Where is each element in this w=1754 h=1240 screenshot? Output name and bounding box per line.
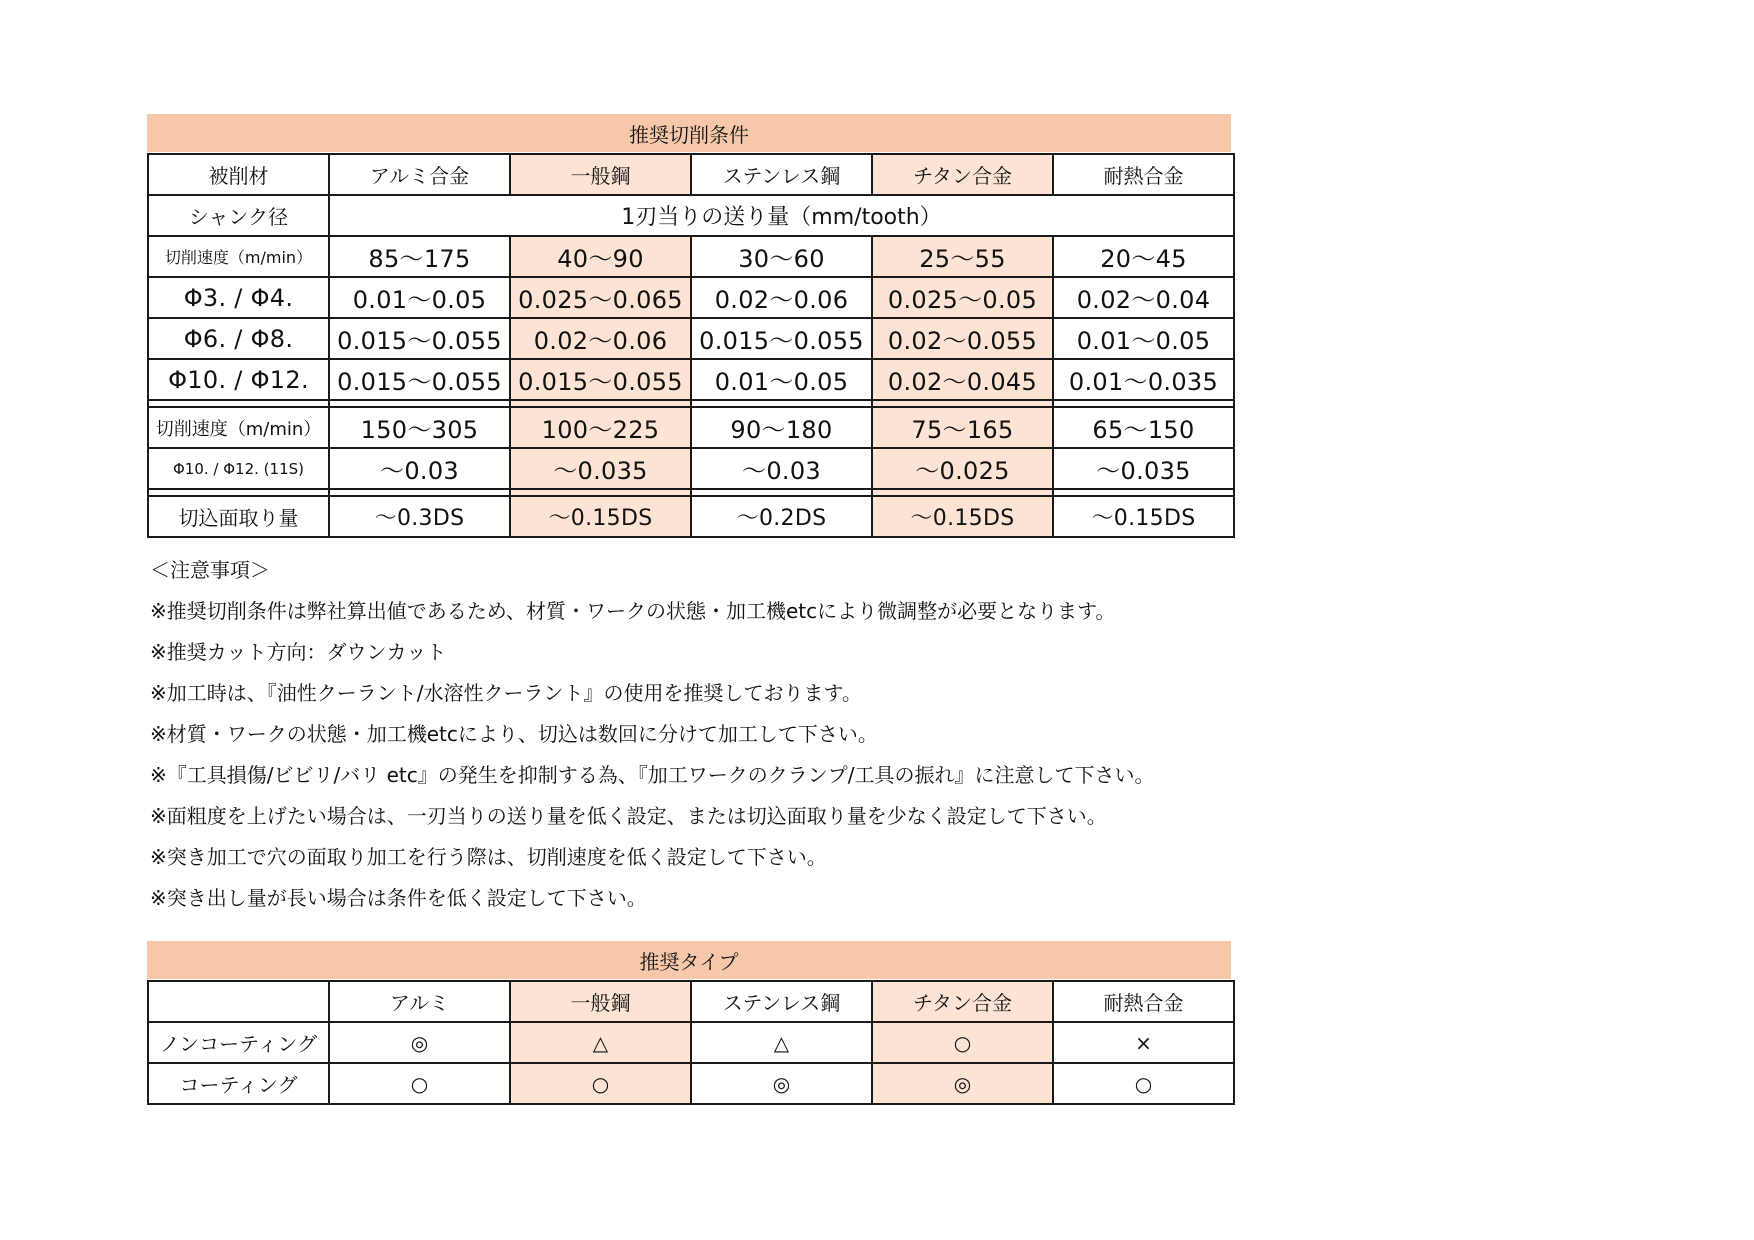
- table-separator: [148, 400, 1234, 407]
- header-cell-titanium: チタン合金: [872, 981, 1053, 1022]
- speed-value: 85～175: [329, 236, 510, 277]
- separator-cell: [1053, 400, 1234, 407]
- separator-cell: [329, 489, 510, 496]
- speed-value: 65～150: [1053, 407, 1234, 448]
- feed-value: 0.02～0.04: [1053, 277, 1234, 318]
- notes-heading: ＜注意事項＞: [150, 558, 270, 582]
- chamfer-row: [148, 496, 1234, 537]
- separator-cell: [872, 489, 1053, 496]
- separator-cell: [510, 400, 691, 407]
- rating-symbol: ○: [1053, 1063, 1234, 1104]
- speed-value: 75～165: [872, 407, 1053, 448]
- feed-value: 0.025～0.05: [872, 277, 1053, 318]
- rating-symbol: ◎: [329, 1022, 510, 1063]
- header-cell-stainless: ステンレス鋼: [691, 981, 872, 1022]
- header-cell-aluminum: アルミ合金: [329, 154, 510, 195]
- separator-cell: [872, 400, 1053, 407]
- coating-row: [148, 1063, 1234, 1104]
- cutting-speed-label: 切削速度（m/min）: [148, 407, 329, 448]
- feed-value: 0.02～0.06: [510, 318, 691, 359]
- speed-value: 40～90: [510, 236, 691, 277]
- rating-symbol: △: [691, 1022, 872, 1063]
- header-cell-steel: 一般鋼: [510, 154, 691, 195]
- feed-value: 0.015～0.055: [510, 359, 691, 400]
- cutting-conditions-title: 推奨切削条件: [147, 114, 1231, 152]
- shank-diameter-label: Φ6. / Φ8.: [148, 318, 329, 359]
- separator-cell: [510, 489, 691, 496]
- speed-value: 100～225: [510, 407, 691, 448]
- note-item: ※加工時は、『油性クーラント/水溶性クーラント』の使用を推奨しております。: [150, 681, 862, 705]
- header-cell-heat-resistant: 耐熱合金: [1053, 154, 1234, 195]
- feed-value: 0.02～0.045: [872, 359, 1053, 400]
- chamfer-value: ～0.15DS: [1053, 496, 1234, 537]
- note-item: ※『工具損傷/ビビリ/バリ etc』の発生を抑制する為、『加工ワークのクランプ/工具の振れ』に注意して下さい。: [150, 763, 1155, 787]
- rating-symbol: △: [510, 1022, 691, 1063]
- speed-value: 30～60: [691, 236, 872, 277]
- feed-row-11s: [148, 448, 1234, 489]
- rating-symbol: ◎: [691, 1063, 872, 1104]
- header-cell-heat-resistant: 耐熱合金: [1053, 981, 1234, 1022]
- feed-row-d10-d12: [148, 359, 1234, 400]
- speed-value: 20～45: [1053, 236, 1234, 277]
- feed-value: ～0.03: [691, 448, 872, 489]
- separator-cell: [148, 489, 329, 496]
- feed-per-tooth-label: 1刃当りの送り量（mm/tooth）: [329, 195, 1234, 236]
- rating-symbol: ○: [510, 1063, 691, 1104]
- recommended-type-table: [147, 980, 1235, 1105]
- feed-row-d3-d4: [148, 277, 1234, 318]
- rating-symbol: ○: [329, 1063, 510, 1104]
- header-cell-aluminum: アルミ: [329, 981, 510, 1022]
- rating-symbol: ○: [872, 1022, 1053, 1063]
- separator-cell: [148, 400, 329, 407]
- feed-value: ～0.03: [329, 448, 510, 489]
- header-cell-empty: [148, 981, 329, 1022]
- note-item: ※突き加工で穴の面取り加工を行う際は、切削速度を低く設定して下さい。: [150, 845, 827, 869]
- header-cell-stainless: ステンレス鋼: [691, 154, 872, 195]
- note-item: ※面粗度を上げたい場合は、一刃当りの送り量を低く設定、または切込面取り量を少なく設定して下さい。: [150, 804, 1107, 828]
- header-cell-titanium: チタン合金: [872, 154, 1053, 195]
- feed-value: 0.015～0.055: [691, 318, 872, 359]
- shank-row: [148, 195, 1234, 236]
- shank-diameter-label: Φ10. / Φ12.: [148, 359, 329, 400]
- feed-row-d6-d8: [148, 318, 1234, 359]
- cutting-conditions-table: [147, 153, 1235, 538]
- separator-cell: [329, 400, 510, 407]
- cutting-speed-row: [148, 236, 1234, 277]
- material-header-row: [148, 154, 1234, 195]
- cutting-speed-11s-row: [148, 407, 1234, 448]
- feed-value: 0.025～0.065: [510, 277, 691, 318]
- feed-value: 0.01～0.05: [1053, 318, 1234, 359]
- chamfer-label: 切込面取り量: [148, 496, 329, 537]
- rating-symbol: ×: [1053, 1022, 1234, 1063]
- table-separator: [148, 489, 1234, 496]
- feed-value: 0.01～0.05: [329, 277, 510, 318]
- feed-value: 0.02～0.06: [691, 277, 872, 318]
- note-item: ※推奨カット方向：ダウンカット: [150, 640, 447, 664]
- coating-type-label: ノンコーティング: [148, 1022, 329, 1063]
- note-item: ※突き出し量が長い場合は条件を低く設定して下さい。: [150, 886, 647, 910]
- speed-value: 25～55: [872, 236, 1053, 277]
- chamfer-value: ～0.2DS: [691, 496, 872, 537]
- header-cell-material: 被削材: [148, 154, 329, 195]
- separator-cell: [691, 489, 872, 496]
- shank-label: シャンク径: [148, 195, 329, 236]
- notes-section: [150, 550, 1154, 919]
- note-item: ※推奨切削条件は弊社算出値であるため、材質・ワークの状態・加工機etcにより微調整が必要となります。: [150, 599, 1116, 623]
- feed-value: 0.01～0.035: [1053, 359, 1234, 400]
- feed-value: 0.01～0.05: [691, 359, 872, 400]
- feed-value: 0.02～0.055: [872, 318, 1053, 359]
- shank-diameter-label: Φ10. / Φ12. (11S): [148, 448, 329, 489]
- type-header-row: [148, 981, 1234, 1022]
- rating-symbol: ◎: [872, 1063, 1053, 1104]
- separator-cell: [691, 400, 872, 407]
- feed-value: ～0.035: [1053, 448, 1234, 489]
- note-item: ※材質・ワークの状態・加工機etcにより、切込は数回に分けて加工して下さい。: [150, 722, 878, 746]
- non-coating-row: [148, 1022, 1234, 1063]
- feed-value: 0.015～0.055: [329, 359, 510, 400]
- shank-diameter-label: Φ3. / Φ4.: [148, 277, 329, 318]
- header-cell-steel: 一般鋼: [510, 981, 691, 1022]
- feed-value: ～0.035: [510, 448, 691, 489]
- recommended-type-title: 推奨タイプ: [147, 941, 1231, 979]
- separator-cell: [1053, 489, 1234, 496]
- chamfer-value: ～0.15DS: [872, 496, 1053, 537]
- chamfer-value: ～0.3DS: [329, 496, 510, 537]
- speed-value: 150～305: [329, 407, 510, 448]
- feed-value: 0.015～0.055: [329, 318, 510, 359]
- cutting-speed-label: 切削速度（m/min）: [148, 236, 329, 277]
- chamfer-value: ～0.15DS: [510, 496, 691, 537]
- speed-value: 90～180: [691, 407, 872, 448]
- coating-type-label: コーティング: [148, 1063, 329, 1104]
- feed-value: ～0.025: [872, 448, 1053, 489]
